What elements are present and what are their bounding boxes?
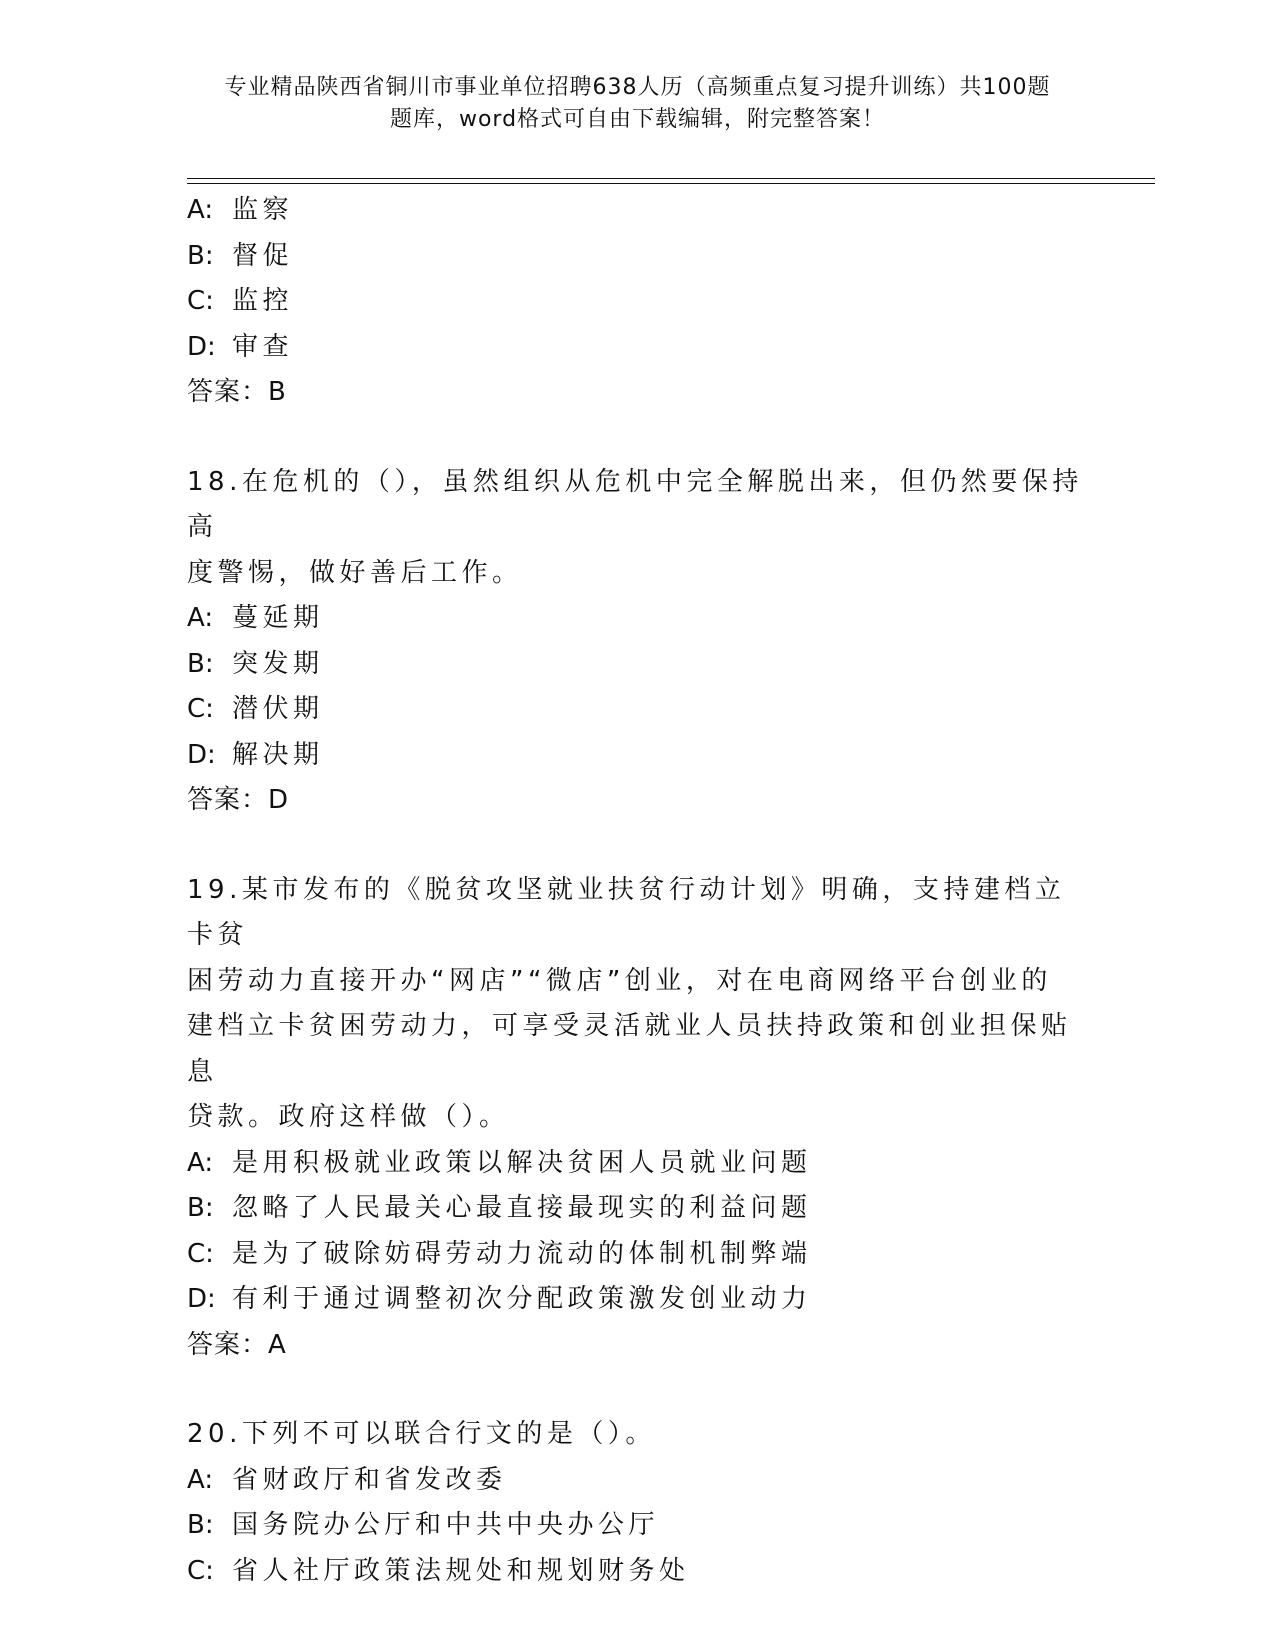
option-b [187,1186,1087,1232]
option-letter: A: [187,1147,214,1178]
option-text: 潜伏期 [232,694,324,724]
option-letter: B: [187,240,214,271]
question-stem-line: 贷款。政府这样做（）。 [187,1102,510,1132]
option-d [187,733,1087,779]
question-stem-line: 困劳动力直接开办“网店”“微店”创业，对在电商网络平台创业的 [187,965,1052,996]
header-divider-bottom [187,183,1155,184]
question-stem-line: 度警惕，做好善后工作。 [187,557,523,588]
option-text: 监察 [232,195,294,225]
option-letter: C: [187,1555,214,1586]
option-text: 突发期 [232,648,324,679]
option-c [187,279,1087,325]
answer-line: 答案：A [187,1329,287,1360]
option-letter: B: [187,648,214,679]
option-text: 忽略了人民最关心最直接最现实的利益问题 [232,1193,812,1223]
option-letter: A: [187,195,214,225]
option-letter: A: [187,1464,214,1495]
option-text: 审查 [232,331,294,362]
option-text: 国务院办公厅和中共中央办公厅 [232,1510,660,1540]
option-letter: B: [187,1193,214,1223]
option-b [187,642,1087,688]
answer-line: 答案：B [187,377,287,407]
header-title-line1: 专业精品陕西省铜川市事业单位招聘638人历（高频重点复习提升训练）共100题 [224,75,1051,100]
header-title-line2: 题库，word格式可自由下载编辑，附完整答案！ [389,107,886,132]
option-text: 是用积极就业政策以解决贫困人员就业问题 [232,1147,812,1178]
option-letter: D: [187,739,216,770]
option-b [187,234,1087,280]
option-letter: C: [187,694,214,724]
option-text: 蔓延期 [232,603,324,633]
answer-line: 答案：D [187,785,290,815]
option-a [187,1458,1087,1504]
option-text: 督促 [232,240,294,271]
option-d [187,1277,1087,1323]
option-text: 解决期 [232,739,324,770]
question-list [187,188,1087,1594]
option-letter: B: [187,1510,214,1540]
option-d [187,325,1087,371]
option-a [187,1141,1087,1187]
question-stem-line: 20.下列不可以联合行文的是（）。 [187,1419,656,1449]
option-text: 省财政厅和省发改委 [232,1464,507,1495]
page-header [150,72,1125,136]
option-text: 监控 [232,286,294,316]
question-stem-line: 建档立卡贫困劳动力，可享受灵活就业人员扶持政策和创业担保贴息 [187,1011,1072,1087]
option-b [187,1503,1087,1549]
option-c [187,1549,1087,1595]
option-a [187,596,1087,642]
option-text: 是为了破除妨碍劳动力流动的体制机制弊端 [232,1238,812,1269]
option-c [187,687,1087,733]
option-letter: D: [187,1284,216,1314]
question-17 [187,188,1087,416]
option-text: 省人社厅政策法规处和规划财务处 [232,1555,690,1586]
option-text: 有利于通过调整初次分配政策激发创业动力 [232,1284,812,1314]
question-stem-line: 19.某市发布的《脱贫攻坚就业扶贫行动计划》明确，支持建档立卡贫 [187,874,1066,950]
option-letter: A: [187,603,214,633]
question-18 [187,460,1087,824]
question-20 [187,1412,1087,1594]
option-letter: C: [187,286,214,316]
option-letter: C: [187,1238,214,1269]
option-letter: D: [187,331,216,362]
question-stem-line: 18.在危机的（），虽然组织从危机中完全解脱出来，但仍然要保持高 [187,466,1083,542]
option-c [187,1232,1087,1278]
question-19 [187,868,1087,1369]
option-a [187,188,1087,234]
header-divider-top [187,178,1155,179]
